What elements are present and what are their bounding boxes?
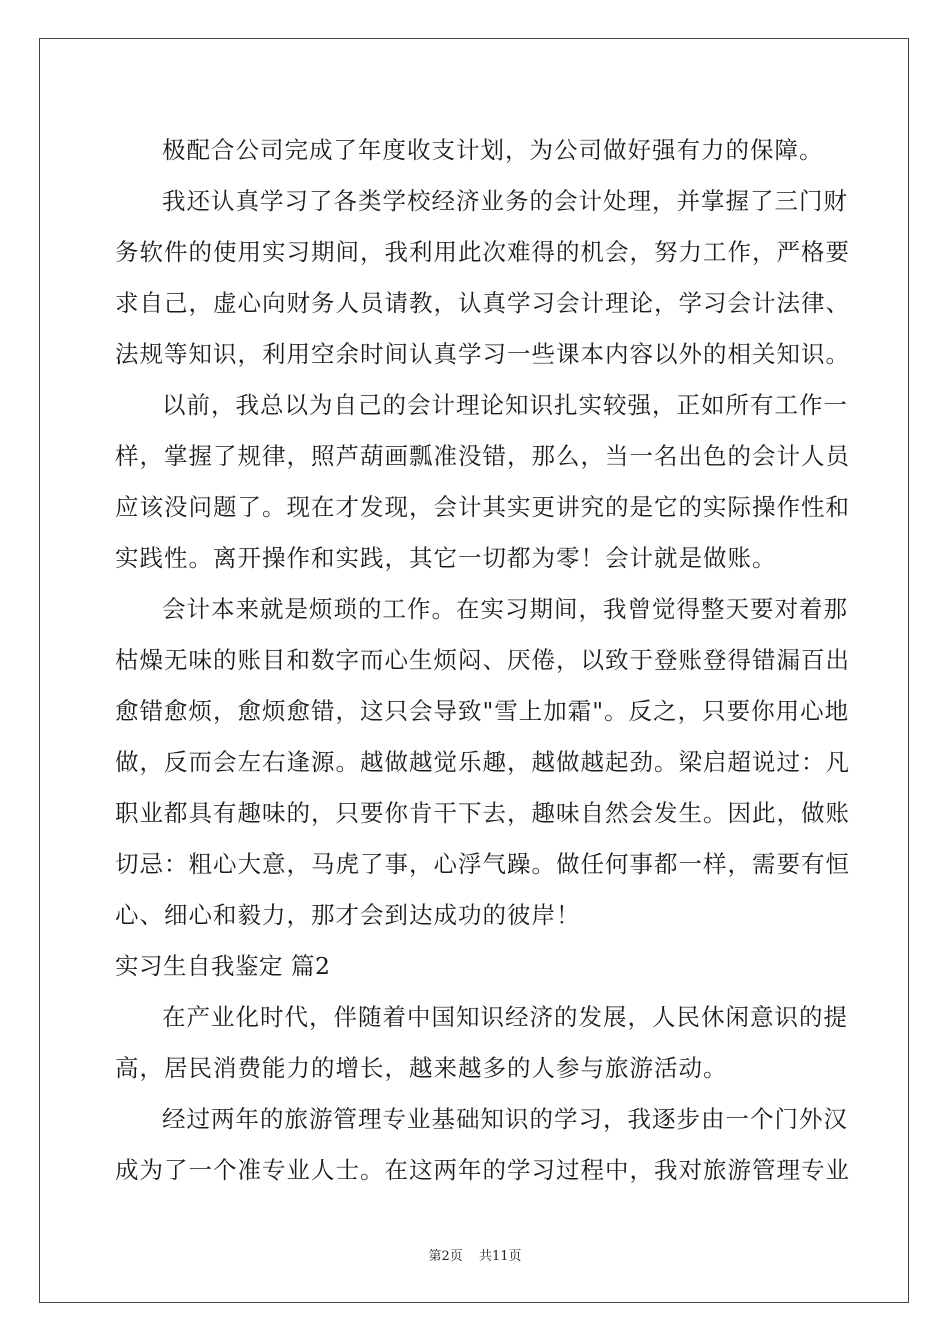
page-footer xyxy=(0,1245,950,1264)
text-line: 求自己，虚心向财务人员请教，认真学习会计理论，学习会计法律、 xyxy=(115,289,850,317)
text-line: 成为了一个准专业人士。在这两年的学习过程中，我对旅游管理专业 xyxy=(115,1156,850,1184)
text-line: 以前，我总以为自己的会计理论知识扎实较强，正如所有工作一 xyxy=(162,391,848,419)
text-line: 会计本来就是烦琐的工作。在实习期间，我曾觉得整天要对着那 xyxy=(162,595,848,623)
text-line: 枯燥无味的账目和数字而心生烦闷、厌倦，以致于登账登得错漏百出 xyxy=(115,646,850,674)
text-line: 愈错愈烦，愈烦愈错，这只会导致"雪上加霜"。反之，只要你用心地 xyxy=(115,697,850,725)
text-line: 高，居民消费能力的增长，越来越多的人参与旅游活动。 xyxy=(115,1054,728,1082)
text-line: 做，反而会左右逢源。越做越觉乐趣，越做越起劲。梁启超说过：凡 xyxy=(115,748,850,776)
text-line: 心、细心和毅力，那才会到达成功的彼岸！ xyxy=(115,901,581,929)
text-line: 样，掌握了规律，照芦葫画瓢准没错，那么，当一名出色的会计人员 xyxy=(115,442,850,470)
text-line: 法规等知识，利用空余时间认真学习一些课本内容以外的相关知识。 xyxy=(115,340,850,368)
page-number: 第2页 xyxy=(428,1249,463,1264)
text-line: 极配合公司完成了年度收支计划，为公司做好强有力的保障。 xyxy=(162,136,824,164)
text-line: 职业都具有趣味的，只要你肯干下去，趣味自然会发生。因此，做账 xyxy=(115,799,850,827)
text-line: 我还认真学习了各类学校经济业务的会计处理，并掌握了三门财 xyxy=(162,187,848,215)
document-body xyxy=(115,125,850,1196)
text-line: 应该没问题了。现在才发现，会计其实更讲究的是它的实际操作性和 xyxy=(115,493,850,521)
section-heading: 实习生自我鉴定 篇2 xyxy=(115,952,331,980)
text-line: 在产业化时代，伴随着中国知识经济的发展，人民休闲意识的提 xyxy=(162,1003,848,1031)
text-line: 切忌：粗心大意，马虎了事，心浮气躁。做任何事都一样，需要有恒 xyxy=(115,850,850,878)
text-line: 经过两年的旅游管理专业基础知识的学习，我逐步由一个门外汉 xyxy=(162,1105,848,1133)
text-line: 实践性。离开操作和实践，其它一切都为零！会计就是做账。 xyxy=(115,544,777,572)
page-total: 共11页 xyxy=(478,1249,522,1264)
text-line: 务软件的使用实习期间，我利用此次难得的机会，努力工作，严格要 xyxy=(115,238,850,266)
